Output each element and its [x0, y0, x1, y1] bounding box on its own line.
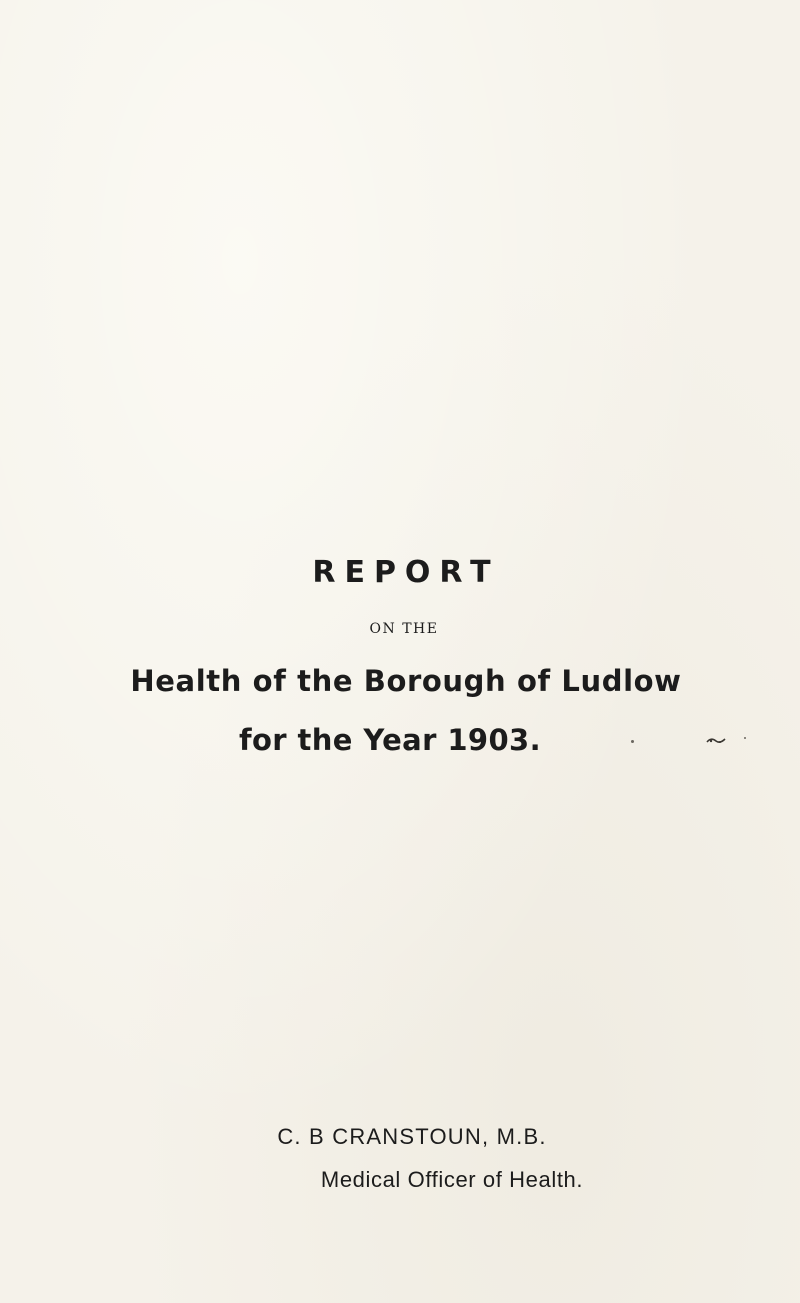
- report-headline: Health of the Borough of Ludlow: [130, 664, 682, 698]
- printer-ornament-icon: [705, 735, 727, 747]
- report-title: REPORT: [312, 555, 500, 590]
- author-name: C. B CRANSTOUN, M.B.: [277, 1124, 547, 1149]
- ink-speck: [631, 740, 634, 743]
- ink-speck: [744, 737, 746, 739]
- subtitle-on-the: ON THE: [369, 621, 439, 637]
- author-role: Medical Officer of Health.: [320, 1167, 584, 1192]
- report-year-line: for the Year 1903.: [238, 723, 542, 757]
